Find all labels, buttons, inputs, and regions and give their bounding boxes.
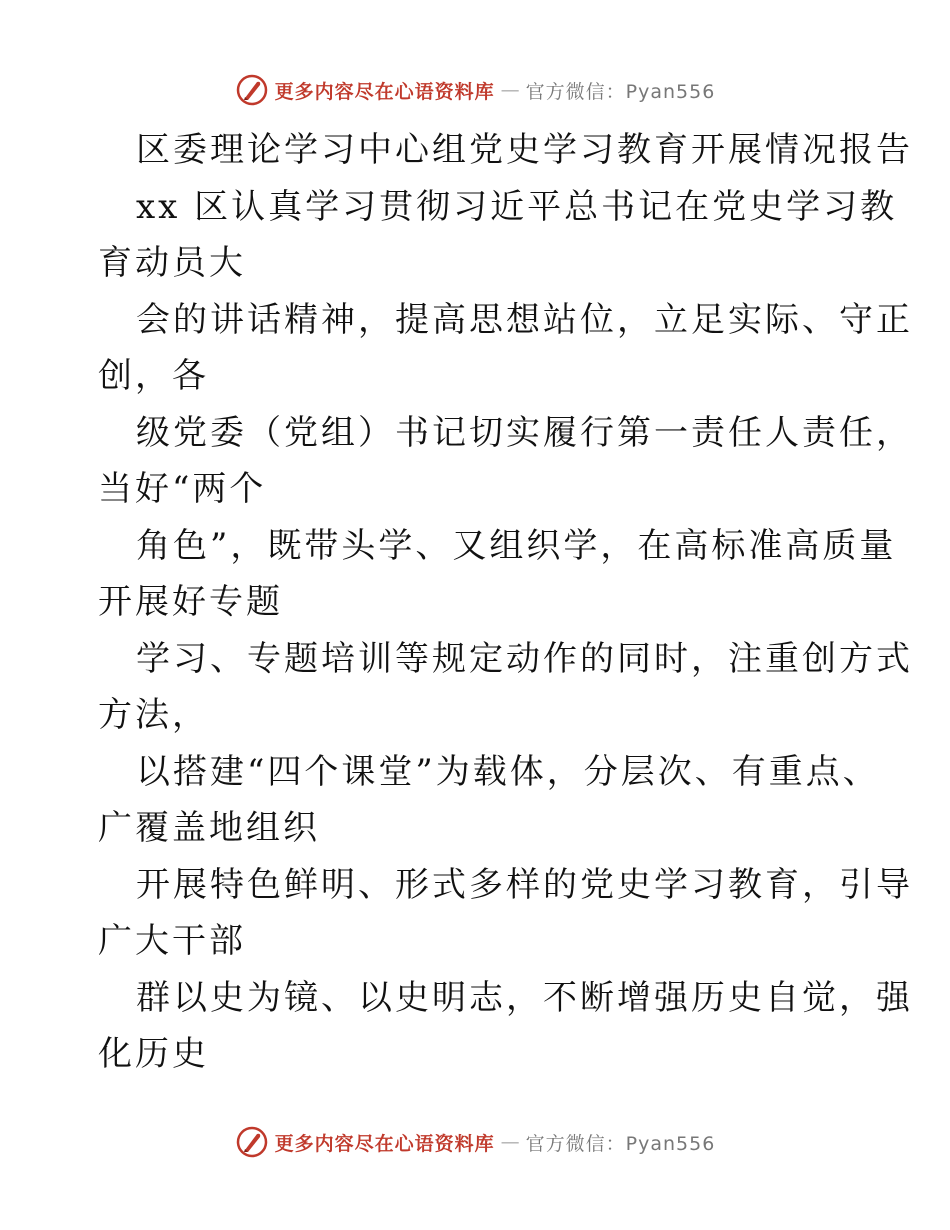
text-line: 广大干部 <box>98 921 246 961</box>
text-line: 当好“两个 <box>98 469 267 509</box>
text-line: 开展好专题 <box>98 582 283 622</box>
document-title: 区委理论学习中心组党史学习教育开展情况报告 <box>136 130 913 170</box>
text-line: 创，各 <box>98 356 209 396</box>
text-line: 以搭建“四个课堂”为载体，分层次、有重点、 <box>136 751 880 792</box>
watermark-slogan: 更多内容尽在心语资料库 <box>274 1132 495 1155</box>
text-line: 群以史为镜、以史明志，不断增强历史自觉，强 <box>136 977 913 1018</box>
header-watermark <box>0 70 950 110</box>
quill-pen-icon <box>235 73 269 107</box>
footer-watermark <box>0 1122 950 1162</box>
watermark-separator: — <box>500 1131 520 1153</box>
watermark-slogan: 更多内容尽在心语资料库 <box>274 80 495 103</box>
watermark-account: 官方微信：Pyan556 <box>525 80 716 103</box>
text-line: 开展特色鲜明、形式多样的党史学习教育，引导 <box>136 864 913 905</box>
watermark-separator: — <box>500 79 520 101</box>
text-line: 会的讲话精神，提高思想站位，立足实际、守正 <box>136 299 913 340</box>
quill-pen-icon <box>235 1125 269 1159</box>
watermark-account: 官方微信：Pyan556 <box>525 1132 716 1155</box>
text-line: 学习、专题培训等规定动作的同时，注重创方式 <box>136 638 913 679</box>
text-line: 化历史 <box>98 1034 209 1074</box>
text-line: 广覆盖地组织 <box>98 808 320 848</box>
text-line: 育动员大 <box>98 243 246 283</box>
text-line: xx 区认真学习贯彻习近平总书记在党史学习教 <box>136 186 898 227</box>
text-line: 方法， <box>98 695 209 735</box>
document-body <box>98 122 913 1083</box>
text-line: 级党委（党组）书记切实履行第一责任人责任， <box>136 412 913 453</box>
text-line: 角色”，既带头学、又组织学，在高标准高质量 <box>136 525 897 566</box>
